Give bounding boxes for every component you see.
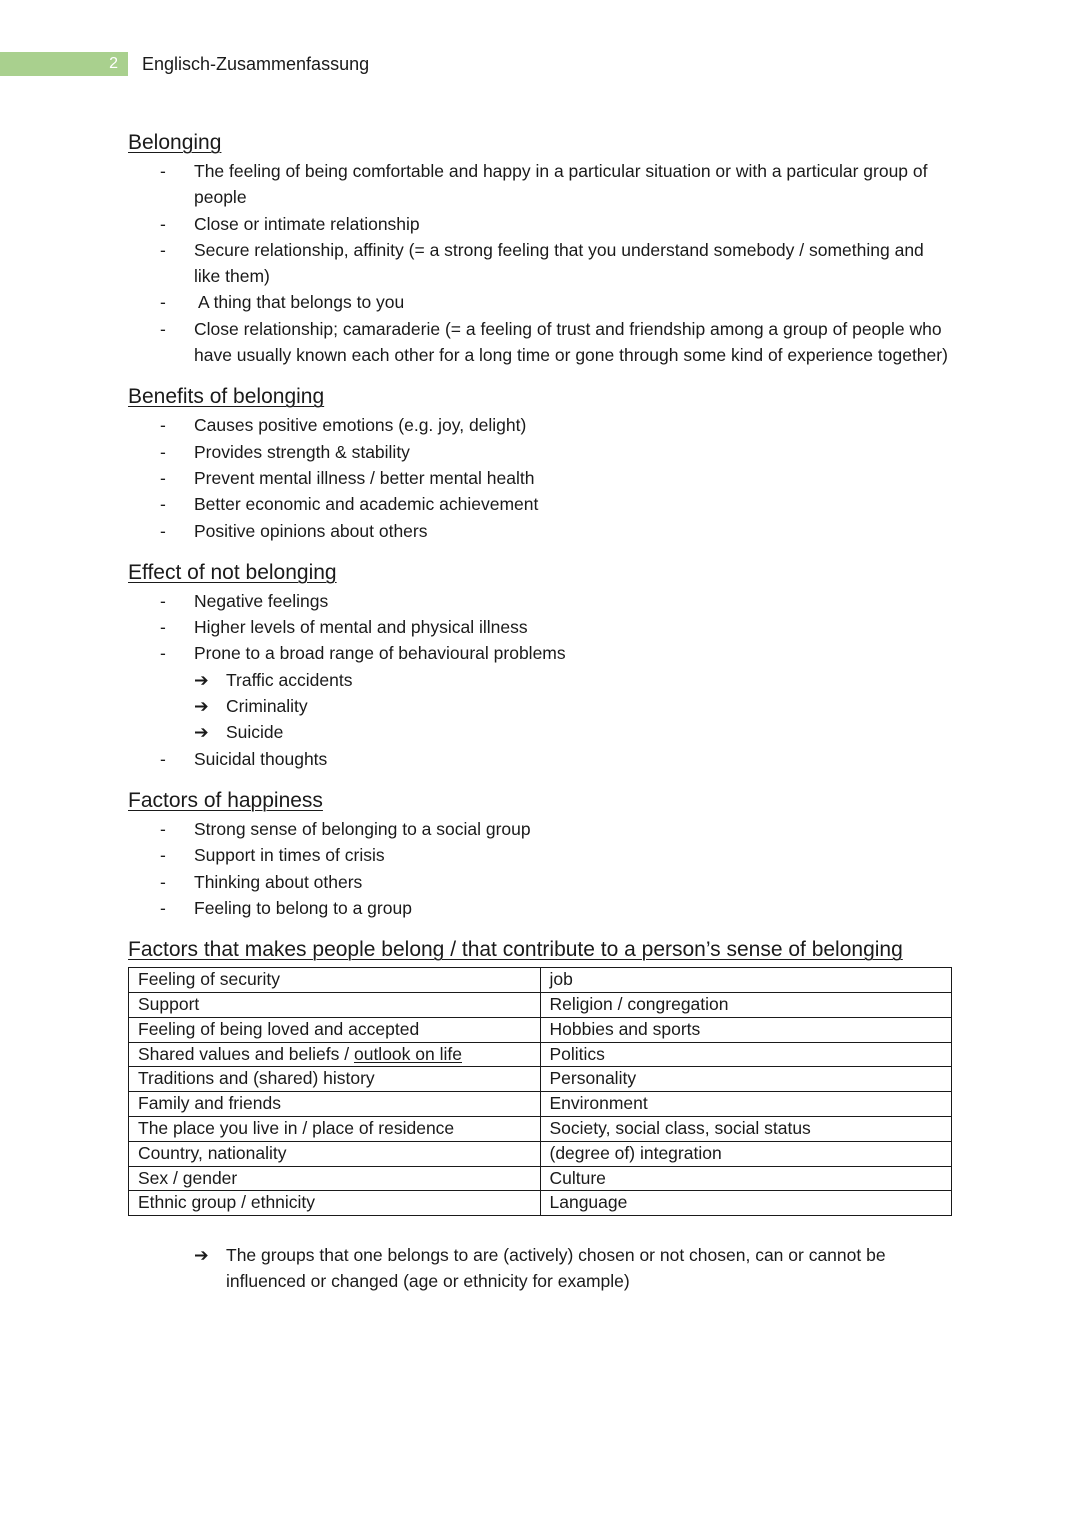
arrow-right-icon: ➔ <box>194 669 209 690</box>
section-heading: Belonging <box>128 131 222 154</box>
arrow-sublist <box>194 667 952 746</box>
table-row <box>129 968 952 993</box>
table-cell: Hobbies and sports <box>540 1017 952 1042</box>
table-cell: Religion / congregation <box>540 992 952 1017</box>
dash-bullet: - <box>160 520 166 541</box>
arrow-right-icon: ➔ <box>194 722 209 743</box>
table-cell: The place you live in / place of residence <box>129 1116 541 1141</box>
list-item: - Prone to a broad range of behavioural problems ➔ Traffic accidents ➔ Criminality ➔ Suicide <box>128 640 952 745</box>
table-cell: Shared values and beliefs / outlook on life <box>129 1042 541 1067</box>
table-row <box>129 1067 952 1092</box>
list-item: - Provides strength & stability <box>128 439 952 465</box>
table-row <box>129 1116 952 1141</box>
table-row <box>129 992 952 1017</box>
dash-bullet: - <box>160 897 166 918</box>
section-heading: Effect of not belonging <box>128 560 337 584</box>
dash-bullet: - <box>160 318 166 339</box>
dash-bullet: - <box>160 239 166 260</box>
dash-bullet: - <box>160 494 166 515</box>
list-item: - A thing that belongs to you <box>128 289 952 315</box>
table-row <box>129 1166 952 1191</box>
section-effects <box>128 558 952 772</box>
list-item: - Close relationship; camaraderie (= a feeling of trust and friendship among a group of people who have usually known each other for a long time or gone through some kind of experience together) <box>128 316 952 369</box>
list-item: - Secure relationship, affinity (= a strong feeling that you understand somebody / something and like them) <box>128 237 952 290</box>
section-heading: Benefits of belonging <box>128 385 325 409</box>
section-heading: Factors that makes people belong / that contribute to a person’s sense of belonging <box>128 938 903 962</box>
dash-bullet: - <box>160 748 166 769</box>
dash-bullet: - <box>160 292 166 313</box>
list-item: - Causes positive emotions (e.g. joy, delight) <box>128 412 952 438</box>
list-item: - The feeling of being comfortable and happy in a particular situation or with a particular group of people <box>128 158 952 211</box>
document-body <box>128 128 952 1295</box>
table-cell: Personality <box>540 1067 952 1092</box>
list-item: - Better economic and academic achievement <box>128 491 952 517</box>
underlined-phrase: outlook on life <box>353 1043 462 1064</box>
table-cell: Society, social class, social status <box>540 1116 952 1141</box>
table-cell: Traditions and (shared) history <box>129 1067 541 1092</box>
table-cell: Feeling of being loved and accepted <box>129 1017 541 1042</box>
dash-bullet: - <box>160 415 166 436</box>
table-row <box>129 1092 952 1117</box>
table-cell: Support <box>129 992 541 1017</box>
arrow-right-icon: ➔ <box>194 696 209 717</box>
list-item: - Thinking about others <box>128 869 952 895</box>
arrow-list-item: ➔ Criminality <box>194 693 952 719</box>
table-cell: Sex / gender <box>129 1166 541 1191</box>
dash-bullet: - <box>160 871 166 892</box>
section-happiness <box>128 786 952 921</box>
section-belonging <box>128 128 952 368</box>
arrow-right-icon: ➔ <box>194 1245 209 1266</box>
dash-bullet: - <box>160 467 166 488</box>
list-item: - Negative feelings <box>128 588 952 614</box>
document-title: Englisch-Zusammenfassung <box>142 54 370 74</box>
bullet-list <box>128 588 952 772</box>
page-number: 2 <box>109 55 118 72</box>
list-item: - Prevent mental illness / better mental health <box>128 465 952 491</box>
dash-bullet: - <box>160 818 166 839</box>
bullet-list <box>128 412 952 543</box>
list-item: - Close or intimate relationship <box>128 211 952 237</box>
dash-bullet: - <box>160 441 166 462</box>
table-cell: job <box>540 968 952 993</box>
table-cell: Politics <box>540 1042 952 1067</box>
list-item: - Strong sense of belonging to a social group <box>128 816 952 842</box>
table-cell: Ethnic group / ethnicity <box>129 1191 541 1216</box>
dash-bullet: - <box>160 213 166 234</box>
list-item: - Feeling to belong to a group <box>128 895 952 921</box>
bullet-list <box>128 816 952 921</box>
bullet-list <box>128 158 952 368</box>
table-cell: Feeling of security <box>129 968 541 993</box>
list-item: - Positive opinions about others <box>128 518 952 544</box>
factors-table <box>128 967 952 1216</box>
list-item: - Higher levels of mental and physical illness <box>128 614 952 640</box>
arrow-list-item: ➔ Suicide <box>194 719 952 745</box>
dash-bullet: - <box>160 643 166 664</box>
dash-bullet: - <box>160 161 166 181</box>
table-row <box>129 1042 952 1067</box>
table-cell: Language <box>540 1191 952 1216</box>
table-cell: Country, nationality <box>129 1141 541 1166</box>
conclusion-note: ➔ The groups that one belongs to are (actively) chosen or not chosen, can or cannot be influenced or changed (age or ethnicity for example) <box>128 1242 952 1295</box>
table-cell: Environment <box>540 1092 952 1117</box>
section-heading: Factors of happiness <box>128 788 323 812</box>
table-row <box>129 1141 952 1166</box>
table-cell: Family and friends <box>129 1092 541 1117</box>
dash-bullet: - <box>160 590 166 611</box>
section-factors <box>128 935 952 1216</box>
arrow-list-item: ➔ Traffic accidents <box>194 667 952 693</box>
dash-bullet: - <box>160 845 166 866</box>
list-item: - Support in times of crisis <box>128 842 952 868</box>
section-benefits <box>128 382 952 543</box>
list-item: - Suicidal thoughts <box>128 746 952 772</box>
table-row <box>129 1191 952 1216</box>
dash-bullet: - <box>160 617 166 638</box>
table-cell: (degree of) integration <box>540 1141 952 1166</box>
table-cell: Culture <box>540 1166 952 1191</box>
table-row <box>129 1017 952 1042</box>
